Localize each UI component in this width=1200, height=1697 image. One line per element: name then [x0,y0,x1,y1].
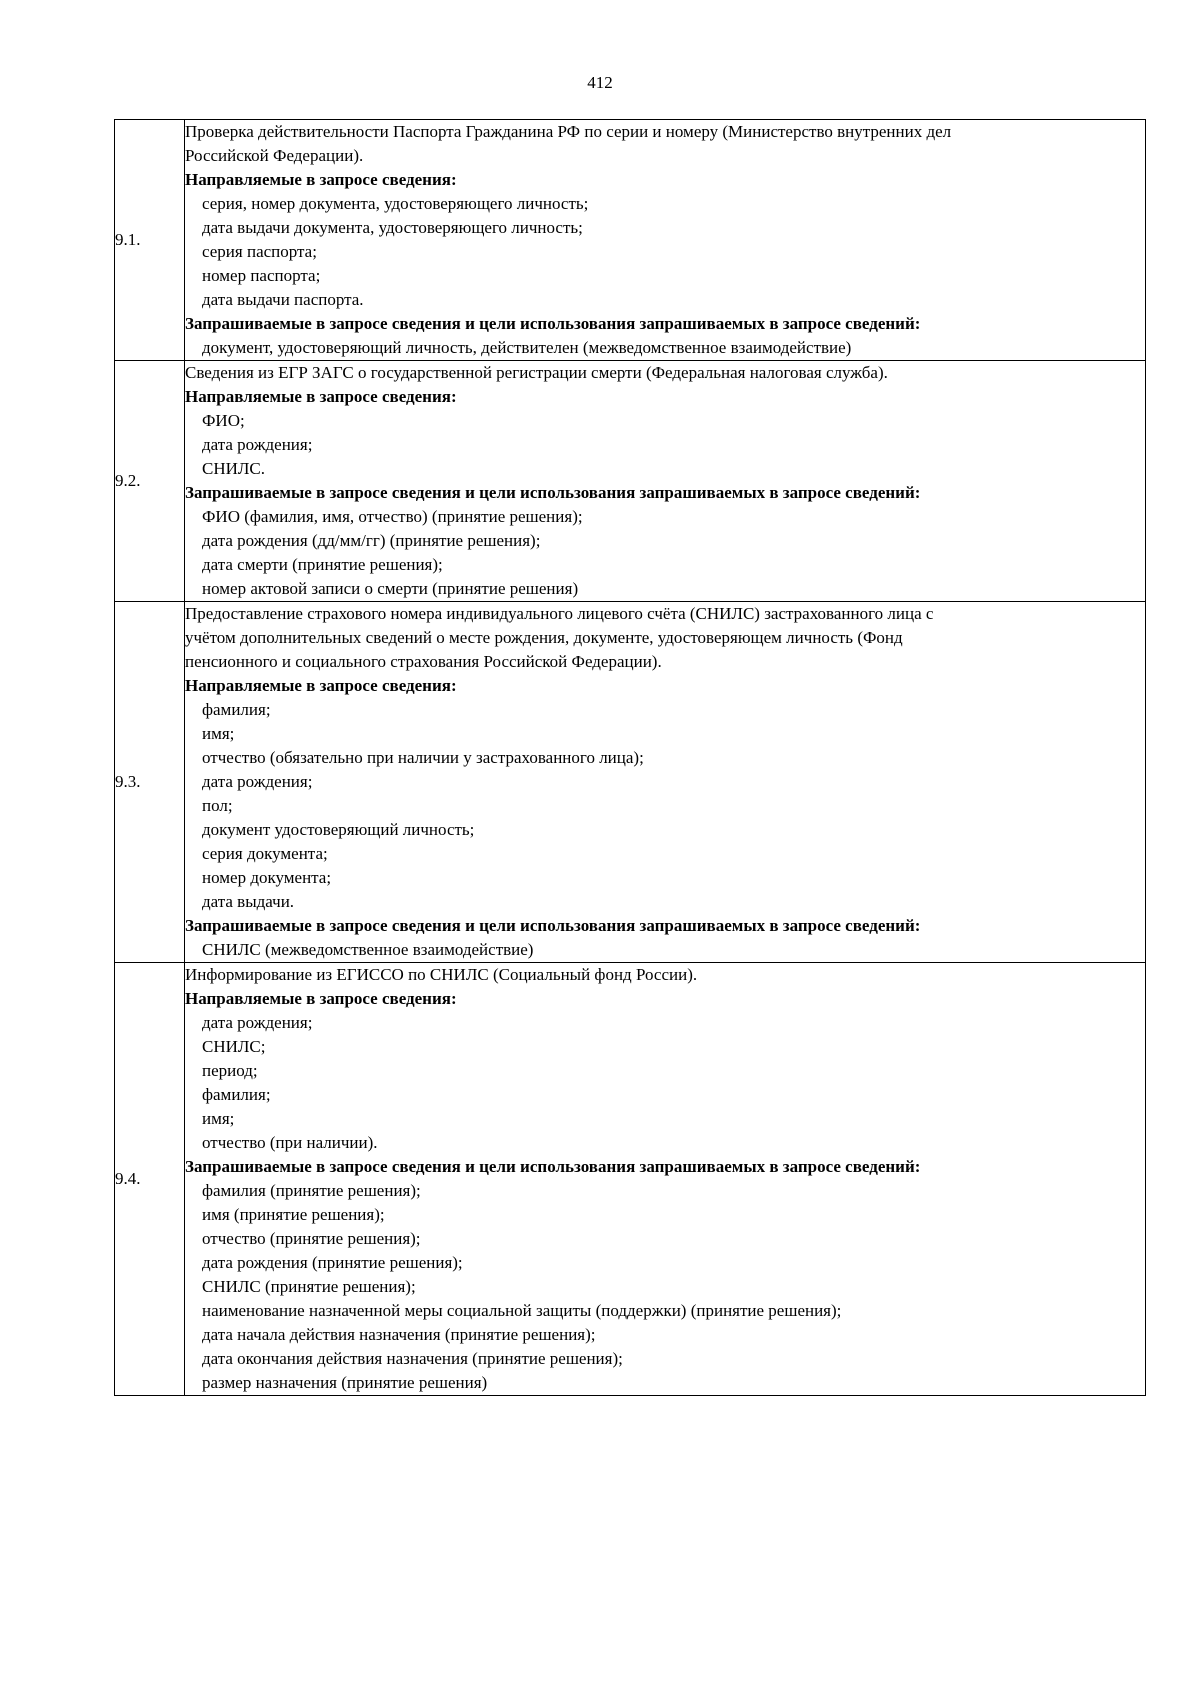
list-item: фамилия (принятие решения); [202,1181,421,1200]
list-item: номер актовой записи о смерти (принятие решения) [202,579,579,598]
section-heading: Запрашиваемые в запросе сведения и цели использования запрашиваемых в запросе сведений: [185,1157,921,1176]
list-item: документ удостоверяющий личность; [202,820,475,839]
list-item: пол; [202,796,233,815]
list-item: имя (принятие решения); [202,1205,385,1224]
service-title: Информирование из ЕГИССО по СНИЛС (Социальный фонд России). [185,965,698,984]
row-number: 9.3. [115,602,185,963]
service-title: учётом дополнительных сведений о месте рождения, документе, удостоверяющем личность (Фонд [185,628,903,647]
table-row [115,602,1146,963]
list-item: период; [202,1061,258,1080]
list-item: документ, удостоверяющий личность, действителен (межведомственное взаимодействие) [202,338,852,357]
list-item: отчество (при наличии). [202,1133,378,1152]
list-item: дата рождения (принятие решения); [202,1253,463,1272]
list-item: дата рождения; [202,435,313,454]
row-number: 9.4. [115,963,185,1396]
list-item: имя; [202,1109,235,1128]
list-item: имя; [202,724,235,743]
row-number: 9.2. [115,361,185,602]
page-number: 412 [587,73,613,92]
service-title: Российской Федерации). [185,146,364,165]
list-item: ФИО; [202,411,245,430]
section-heading: Запрашиваемые в запросе сведения и цели использования запрашиваемых в запросе сведений: [185,916,921,935]
list-item: дата выдачи. [202,892,295,911]
list-item: номер паспорта; [202,266,321,285]
list-item: серия паспорта; [202,242,317,261]
section-heading: Запрашиваемые в запросе сведения и цели использования запрашиваемых в запросе сведений: [185,483,921,502]
section-heading: Запрашиваемые в запросе сведения и цели использования запрашиваемых в запросе сведений: [185,314,921,333]
list-item: наименование назначенной меры социальной защиты (поддержки) (принятие решения); [202,1301,842,1320]
list-item: номер документа; [202,868,332,887]
list-item: дата выдачи документа, удостоверяющего личность; [202,218,583,237]
row-content [185,361,1146,602]
list-item: дата окончания действия назначения (принятие решения); [202,1349,623,1368]
list-item: дата начала действия назначения (принятие решения); [202,1325,596,1344]
list-item: дата смерти (принятие решения); [202,555,443,574]
table-row [115,963,1146,1396]
service-title: Предоставление страхового номера индивидуального лицевого счёта (СНИЛС) застрахованного лица с [185,604,934,623]
service-title: Проверка действительности Паспорта Гражданина РФ по серии и номеру (Министерство внутренних дел [185,122,952,141]
list-item: размер назначения (принятие решения) [202,1373,488,1392]
list-item: дата рождения; [202,1013,313,1032]
list-item: дата выдачи паспорта. [202,290,364,309]
requests-table-body [115,120,1146,1396]
list-item: фамилия; [202,1085,271,1104]
service-title: пенсионного и социального страхования Российской Федерации). [185,652,662,671]
table-row [115,120,1146,361]
row-number: 9.1. [115,120,185,361]
section-heading: Направляемые в запросе сведения: [185,387,457,406]
section-heading: Направляемые в запросе сведения: [185,989,457,1008]
list-item: СНИЛС; [202,1037,266,1056]
list-item: отчество (обязательно при наличии у застрахованного лица); [202,748,644,767]
row-content [185,963,1146,1396]
list-item: отчество (принятие решения); [202,1229,421,1248]
section-heading: Направляемые в запросе сведения: [185,676,457,695]
list-item: дата рождения; [202,772,313,791]
list-item: серия, номер документа, удостоверяющего личность; [202,194,589,213]
list-item: дата рождения (дд/мм/гг) (принятие решения); [202,531,541,550]
requests-table [114,119,1146,1396]
list-item: СНИЛС (принятие решения); [202,1277,416,1296]
list-item: серия документа; [202,844,328,863]
table-row [115,361,1146,602]
service-title: Сведения из ЕГР ЗАГС о государственной регистрации смерти (Федеральная налоговая служба). [185,363,888,382]
list-item: СНИЛС. [202,459,266,478]
list-item: фамилия; [202,700,271,719]
section-heading: Направляемые в запросе сведения: [185,170,457,189]
list-item: ФИО (фамилия, имя, отчество) (принятие решения); [202,507,583,526]
row-content [185,120,1146,361]
list-item: СНИЛС (межведомственное взаимодействие) [202,940,534,959]
row-content [185,602,1146,963]
